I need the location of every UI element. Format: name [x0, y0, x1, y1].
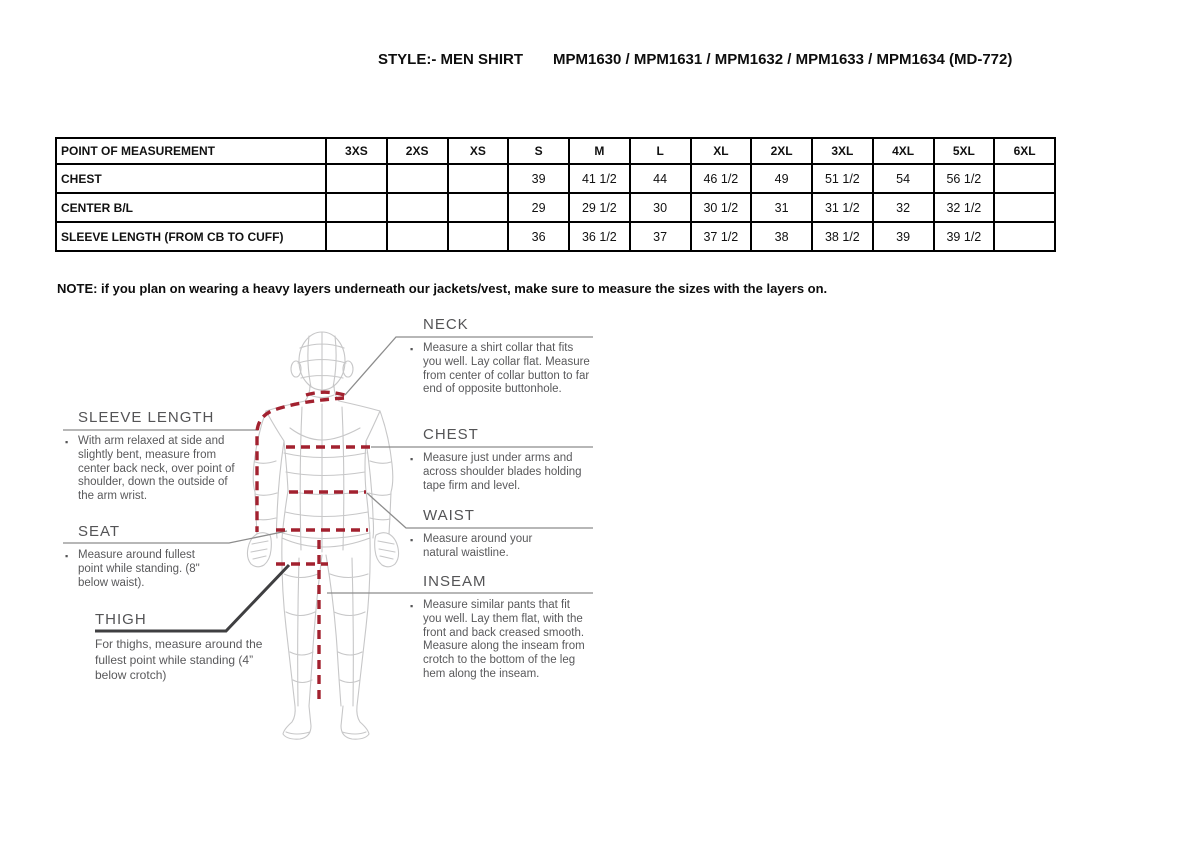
cell: 39 [873, 222, 934, 251]
table-header-row [56, 138, 1055, 164]
guide-text [65, 435, 244, 504]
column-header-size: M [569, 138, 630, 164]
cell: 44 [630, 164, 691, 193]
cell: 49 [751, 164, 812, 193]
cell: 37 1/2 [691, 222, 752, 251]
cell [448, 164, 509, 193]
guide-thigh [95, 611, 270, 684]
column-header-size: 6XL [994, 138, 1055, 164]
cell [994, 164, 1055, 193]
guide-heading: INSEAM [423, 573, 487, 590]
cell: 30 1/2 [691, 193, 752, 222]
cell: 31 [751, 193, 812, 222]
guide-heading: CHEST [423, 426, 479, 443]
guide-waist [410, 507, 555, 561]
guide-text-body: With arm relaxed at side and slightly bent, measure from center back neck, over point of shoulder, down the outside of the arm wrist. [78, 435, 235, 503]
style-label: STYLE:- MEN SHIRT [378, 51, 523, 68]
cell [387, 164, 448, 193]
guide-text-body: Measure similar pants that fit you well. Lay them flat, with the front and back creased smooth. Measure along the inseam from crotch to the bottom of the leg hem along the inseam. [423, 599, 585, 680]
guide-heading: THIGH [95, 611, 147, 628]
guide-text-body: Measure around your natural waistline. [423, 533, 533, 559]
size-table [55, 137, 1056, 252]
guide-text-body: For thighs, measure around the fullest point while standing (4” below crotch) [95, 637, 263, 682]
guide-text [410, 452, 583, 493]
guide-neck [410, 316, 591, 397]
bullet-square-icon: ▪ [410, 601, 414, 611]
cell: 39 [508, 164, 569, 193]
cell: 46 1/2 [691, 164, 752, 193]
cell: 29 1/2 [569, 193, 630, 222]
cell: 36 [508, 222, 569, 251]
cell: 51 1/2 [812, 164, 873, 193]
guide-text-body: Measure a shirt collar that fits you well. Lay collar flat. Measure from center of collar button to far end of opposite buttonhole. [423, 342, 590, 396]
cell: 29 [508, 193, 569, 222]
guide-seat [65, 523, 220, 590]
guide-heading: WAIST [423, 507, 475, 524]
column-header-size: 3XL [812, 138, 873, 164]
measurement-guide-diagram [0, 312, 1200, 777]
guide-heading: SLEEVE LENGTH [78, 409, 215, 426]
table-row-center-bl [56, 193, 1055, 222]
bullet-square-icon: ▪ [410, 535, 414, 545]
cell: 32 1/2 [934, 193, 995, 222]
column-header-size: 3XS [326, 138, 387, 164]
guide-heading: NECK [423, 316, 469, 333]
column-header-size: XL [691, 138, 752, 164]
cell: 56 1/2 [934, 164, 995, 193]
column-header-pom: POINT OF MEASUREMENT [56, 138, 326, 164]
guide-chest [410, 426, 583, 493]
cell: 41 1/2 [569, 164, 630, 193]
guide-inseam [410, 573, 588, 682]
page-title [378, 51, 1012, 68]
cell [326, 164, 387, 193]
cell: 38 1/2 [812, 222, 873, 251]
cell: 36 1/2 [569, 222, 630, 251]
column-header-size: 2XL [751, 138, 812, 164]
column-header-size: 4XL [873, 138, 934, 164]
column-header-size: XS [448, 138, 509, 164]
style-model-numbers: MPM1630 / MPM1631 / MPM1632 / MPM1633 / MPM1634 (MD-772) [553, 51, 1013, 68]
bullet-square-icon: ▪ [410, 454, 414, 464]
bullet-square-icon: ▪ [65, 551, 69, 561]
cell: 39 1/2 [934, 222, 995, 251]
column-header-size: L [630, 138, 691, 164]
column-header-size: S [508, 138, 569, 164]
cell: 32 [873, 193, 934, 222]
row-label: CENTER B/L [56, 193, 326, 222]
guide-text [410, 599, 588, 682]
cell [387, 193, 448, 222]
bullet-square-icon: ▪ [65, 437, 69, 447]
cell [387, 222, 448, 251]
cell: 38 [751, 222, 812, 251]
guide-text [95, 637, 270, 684]
guide-sleeve-length [65, 409, 244, 504]
table-row-sleeve-length [56, 222, 1055, 251]
cell [448, 193, 509, 222]
cell: 31 1/2 [812, 193, 873, 222]
cell [326, 222, 387, 251]
cell [994, 222, 1055, 251]
guide-heading: SEAT [78, 523, 121, 540]
cell [994, 193, 1055, 222]
guide-text [65, 549, 220, 590]
bullet-square-icon: ▪ [410, 344, 414, 354]
guide-text [410, 342, 591, 397]
column-header-size: 2XS [387, 138, 448, 164]
column-header-size: 5XL [934, 138, 995, 164]
cell [448, 222, 509, 251]
cell: 30 [630, 193, 691, 222]
note-text: NOTE: if you plan on wearing a heavy layers underneath our jackets/vest, make sure to measure the sizes with the layers on. [57, 281, 828, 296]
table-row-chest [56, 164, 1055, 193]
guide-text-body: Measure around fullest point while standing. (8" below waist). [78, 549, 200, 589]
row-label: CHEST [56, 164, 326, 193]
cell: 37 [630, 222, 691, 251]
cell [326, 193, 387, 222]
cell: 54 [873, 164, 934, 193]
guide-text-body: Measure just under arms and across shoulder blades holding tape firm and level. [423, 452, 582, 492]
guide-text [410, 533, 555, 561]
row-label: SLEEVE LENGTH (FROM CB TO CUFF) [56, 222, 326, 251]
